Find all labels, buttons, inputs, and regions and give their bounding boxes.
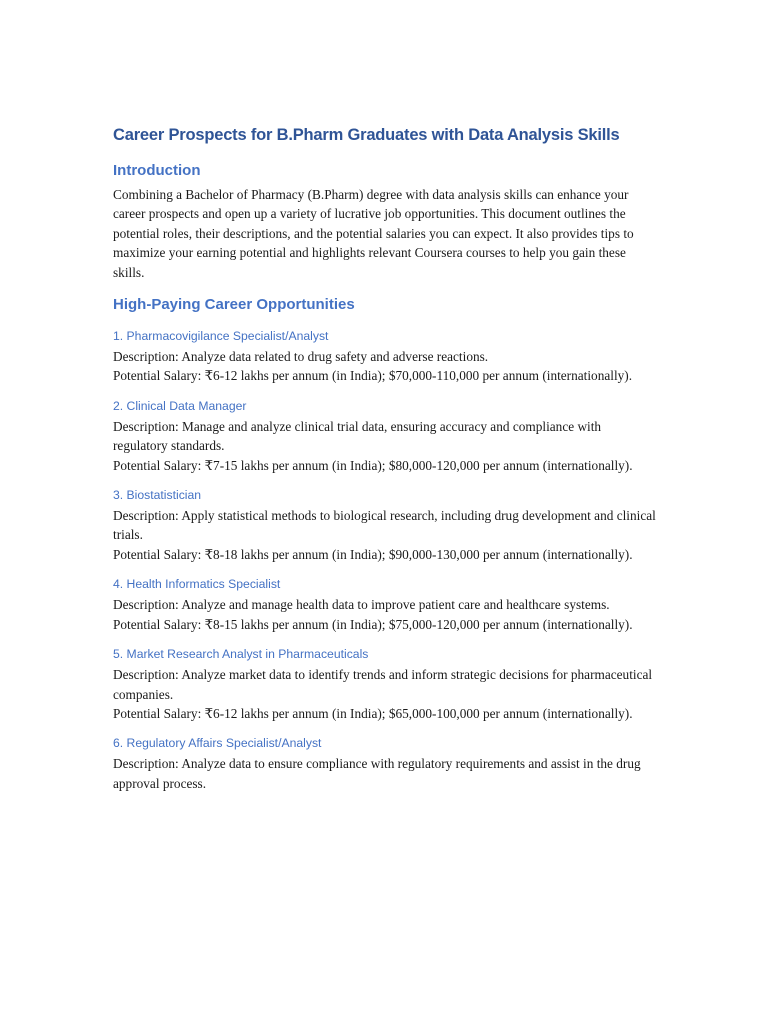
career-description: Description: Analyze market data to identify trends and inform strategic decisions for pharmaceutical companies.: [113, 667, 653, 702]
document-page: [113, 124, 658, 804]
career-description: Description: Apply statistical methods to biological research, including drug development and clinical trials.: [113, 508, 656, 543]
career-item-pharmacovigilance: [113, 327, 658, 386]
career-item-clinical-data-manager: [113, 397, 658, 475]
career-title: 3. Biostatistician: [113, 488, 202, 503]
career-description: Description: Manage and analyze clinical trial data, ensuring accuracy and compliance with regulatory standards.: [113, 418, 602, 454]
career-title: 4. Health Informatics Specialist: [113, 577, 281, 592]
career-description: Description: Analyze and manage health data to improve patient care and healthcare systems.: [113, 597, 610, 613]
career-item-regulatory-affairs: [113, 734, 658, 793]
career-description: Description: Analyze data to ensure compliance with regulatory requirements and assist in the drug approval process.: [113, 756, 641, 791]
career-salary: Potential Salary: ₹8-15 lakhs per annum (in India); $75,000-120,000 per annum (internationally).: [113, 616, 633, 632]
introduction-paragraph: Combining a Bachelor of Pharmacy (B.Pharm) degree with data analysis skills can enhance your career prospects and open up a variety of lucrative job opportunities. This document outlines the potential roles, their descriptions, and the potential salaries you can expect. It also provides tips to maximize your earning potential and highlights relevant Coursera courses to help you gain these skills.: [113, 187, 634, 280]
career-title: 5. Market Research Analyst in Pharmaceuticals: [113, 647, 369, 662]
careers-heading: High-Paying Career Opportunities: [113, 296, 355, 314]
career-salary: Potential Salary: ₹8-18 lakhs per annum (in India); $90,000-130,000 per annum (internationally).: [113, 546, 633, 562]
document-title: Career Prospects for B.Pharm Graduates with Data Analysis Skills: [113, 126, 620, 144]
introduction-heading: Introduction: [113, 162, 201, 179]
career-salary: Potential Salary: ₹6-12 lakhs per annum (in India); $65,000-100,000 per annum (internationally).: [113, 705, 633, 721]
career-description: Description: Analyze data related to drug safety and adverse reactions.: [113, 349, 489, 365]
career-item-health-informatics: [113, 575, 658, 634]
career-title: 6. Regulatory Affairs Specialist/Analyst: [113, 736, 322, 751]
career-title: 2. Clinical Data Manager: [113, 398, 247, 413]
career-salary: Potential Salary: ₹7-15 lakhs per annum (in India); $80,000-120,000 per annum (internationally).: [113, 457, 633, 473]
career-item-market-research: [113, 645, 658, 723]
career-salary: Potential Salary: ₹6-12 lakhs per annum (in India); $70,000-110,000 per annum (internationally).: [113, 368, 633, 384]
career-item-biostatistician: [113, 486, 658, 564]
career-title: 1. Pharmacovigilance Specialist/Analyst: [113, 329, 329, 344]
